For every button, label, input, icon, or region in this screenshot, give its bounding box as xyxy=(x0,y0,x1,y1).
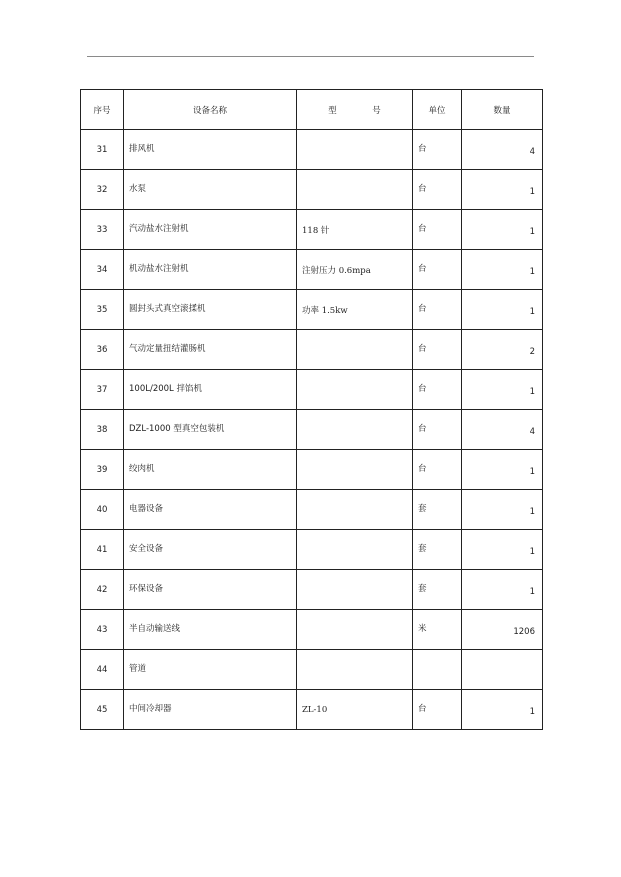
cell-unit: 套 xyxy=(413,570,462,610)
cell-quantity: 1206 xyxy=(462,610,543,650)
cell-equipment-name: 半自动输送线 xyxy=(124,610,297,650)
cell-unit: 台 xyxy=(413,450,462,490)
cell-unit: 套 xyxy=(413,490,462,530)
header-equipment-name: 设备名称 xyxy=(124,90,297,130)
header-serial-no: 序号 xyxy=(81,90,124,130)
cell-quantity: 1 xyxy=(462,170,543,210)
table-row xyxy=(81,450,543,490)
equipment-table xyxy=(80,89,543,730)
cell-equipment-name: 绞肉机 xyxy=(124,450,297,490)
table-row xyxy=(81,170,543,210)
cell-model: 功率 1.5kw xyxy=(297,290,413,330)
table-row xyxy=(81,250,543,290)
cell-equipment-name: 环保设备 xyxy=(124,570,297,610)
table-row xyxy=(81,410,543,450)
table-header-row xyxy=(81,90,543,130)
cell-serial-no: 33 xyxy=(81,210,124,250)
cell-model xyxy=(297,650,413,690)
cell-unit xyxy=(413,650,462,690)
cell-equipment-name: 汽动盐水注射机 xyxy=(124,210,297,250)
cell-quantity: 1 xyxy=(462,490,543,530)
cell-equipment-name: DZL-1000 型真空包装机 xyxy=(124,410,297,450)
cell-equipment-name: 管道 xyxy=(124,650,297,690)
cell-quantity: 2 xyxy=(462,330,543,370)
cell-model xyxy=(297,410,413,450)
cell-equipment-name: 安全设备 xyxy=(124,530,297,570)
cell-quantity: 4 xyxy=(462,410,543,450)
cell-serial-no: 35 xyxy=(81,290,124,330)
cell-model xyxy=(297,450,413,490)
header-model-left: 型 xyxy=(328,105,337,116)
cell-unit: 台 xyxy=(413,330,462,370)
cell-model xyxy=(297,570,413,610)
cell-unit: 套 xyxy=(413,530,462,570)
cell-model xyxy=(297,130,413,170)
table-body xyxy=(81,130,543,730)
cell-serial-no: 41 xyxy=(81,530,124,570)
cell-quantity: 1 xyxy=(462,570,543,610)
cell-unit: 台 xyxy=(413,410,462,450)
cell-model xyxy=(297,490,413,530)
cell-equipment-name: 机动盐水注射机 xyxy=(124,250,297,290)
header-unit: 单位 xyxy=(413,90,462,130)
cell-serial-no: 43 xyxy=(81,610,124,650)
cell-equipment-name: 气动定量扭结灌肠机 xyxy=(124,330,297,370)
cell-model: ZL-10 xyxy=(297,690,413,730)
cell-serial-no: 37 xyxy=(81,370,124,410)
cell-quantity: 1 xyxy=(462,450,543,490)
cell-unit: 台 xyxy=(413,250,462,290)
cell-quantity: 1 xyxy=(462,210,543,250)
cell-quantity: 4 xyxy=(462,130,543,170)
cell-unit: 台 xyxy=(413,210,462,250)
cell-model xyxy=(297,610,413,650)
cell-quantity xyxy=(462,650,543,690)
cell-quantity: 1 xyxy=(462,250,543,290)
cell-serial-no: 38 xyxy=(81,410,124,450)
cell-equipment-name: 水泵 xyxy=(124,170,297,210)
cell-model: 118 针 xyxy=(297,210,413,250)
cell-unit: 台 xyxy=(413,690,462,730)
table-row xyxy=(81,570,543,610)
table-row xyxy=(81,130,543,170)
cell-model xyxy=(297,330,413,370)
cell-unit: 台 xyxy=(413,370,462,410)
table-row xyxy=(81,530,543,570)
cell-quantity: 1 xyxy=(462,370,543,410)
cell-model xyxy=(297,530,413,570)
header-model-right: 号 xyxy=(372,105,381,116)
cell-serial-no: 42 xyxy=(81,570,124,610)
cell-equipment-name: 100L/200L 拌馅机 xyxy=(124,370,297,410)
cell-unit: 台 xyxy=(413,170,462,210)
cell-equipment-name: 中间冷却器 xyxy=(124,690,297,730)
table-row xyxy=(81,610,543,650)
cell-quantity: 1 xyxy=(462,690,543,730)
cell-serial-no: 34 xyxy=(81,250,124,290)
cell-serial-no: 40 xyxy=(81,490,124,530)
cell-model: 注射压力 0.6mpa xyxy=(297,250,413,290)
cell-serial-no: 39 xyxy=(81,450,124,490)
cell-equipment-name: 圆封头式真空滚揉机 xyxy=(124,290,297,330)
cell-serial-no: 45 xyxy=(81,690,124,730)
cell-equipment-name: 排风机 xyxy=(124,130,297,170)
table-row xyxy=(81,490,543,530)
table-row xyxy=(81,210,543,250)
cell-unit: 台 xyxy=(413,290,462,330)
table-row xyxy=(81,290,543,330)
cell-equipment-name: 电器设备 xyxy=(124,490,297,530)
cell-serial-no: 44 xyxy=(81,650,124,690)
header-model xyxy=(297,90,413,130)
table-row xyxy=(81,690,543,730)
cell-model xyxy=(297,170,413,210)
cell-unit: 米 xyxy=(413,610,462,650)
cell-quantity: 1 xyxy=(462,290,543,330)
header-rule xyxy=(87,56,534,57)
table-row xyxy=(81,650,543,690)
cell-serial-no: 32 xyxy=(81,170,124,210)
header-quantity: 数量 xyxy=(462,90,543,130)
cell-quantity: 1 xyxy=(462,530,543,570)
table-row xyxy=(81,370,543,410)
cell-model xyxy=(297,370,413,410)
cell-serial-no: 36 xyxy=(81,330,124,370)
table-row xyxy=(81,330,543,370)
cell-unit: 台 xyxy=(413,130,462,170)
cell-serial-no: 31 xyxy=(81,130,124,170)
